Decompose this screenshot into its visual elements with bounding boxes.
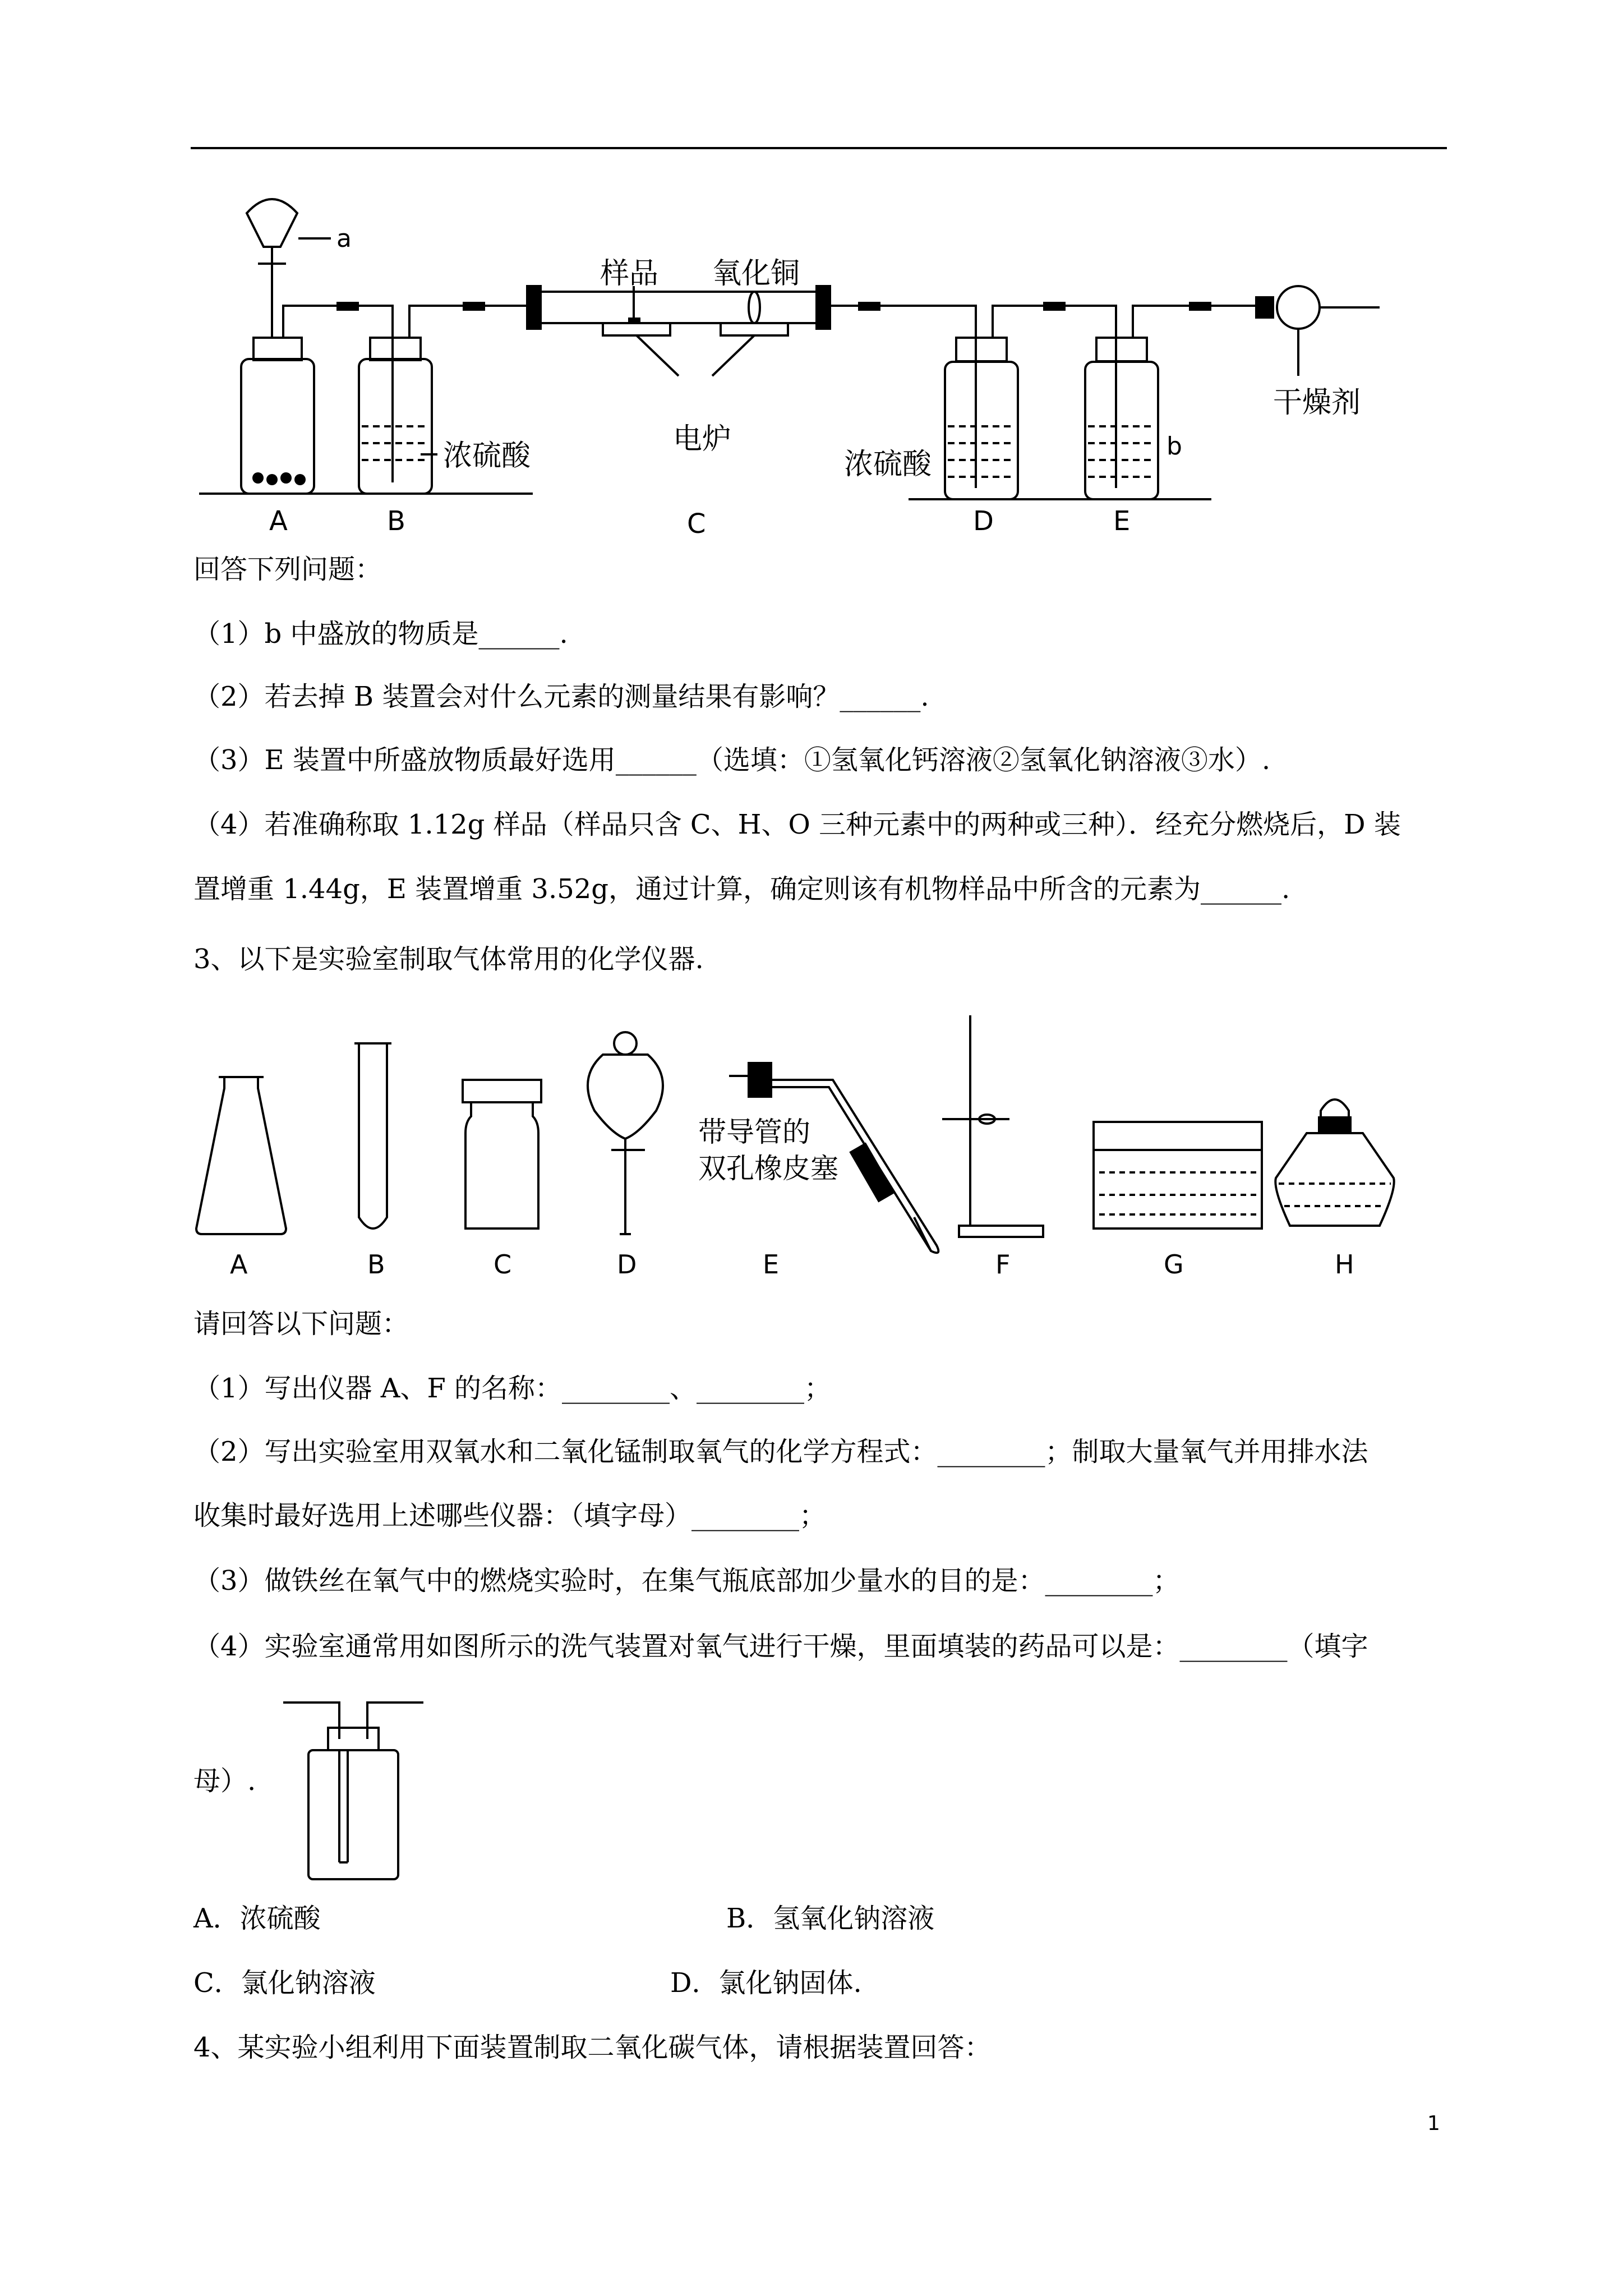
q3-intro: 请回答以下问题： [193, 1308, 409, 1340]
instrument-label-e: E [763, 1249, 780, 1280]
label-sample: 样品 [600, 257, 659, 291]
q2-line-3: （3）E 装置中所盛放物质最好选用______（选填：①氢氧化钙溶液②氢氧化钠溶液③水）. [193, 744, 1271, 776]
q2-line-5: 置增重 1.44g，E 装置增重 3.52g，通过计算，确定则该有机物样品中所含的元素为______. [193, 873, 1290, 905]
q3-line-4: （3）做铁丝在氧气中的燃烧实验时，在集气瓶底部加少量水的目的是：________； [193, 1565, 1180, 1596]
instrument-label-d: D [617, 1249, 637, 1280]
device-label-e: E [1113, 505, 1131, 537]
device-label-a: A [269, 505, 288, 537]
page-number: 1 [1427, 2112, 1440, 2135]
instrument-label-a: A [230, 1249, 248, 1280]
device-label-d: D [973, 505, 994, 537]
q2-line-1: （1）b 中盛放的物质是______. [193, 618, 568, 650]
instrument-label-f: F [995, 1249, 1011, 1280]
q2-intro: 回答下列问题： [193, 554, 382, 585]
label-desiccant: 干燥剂 [1273, 386, 1361, 420]
q2-line-2: （2）若去掉 B 装置会对什么元素的测量结果有影响？______. [193, 681, 929, 712]
label-h2so4-d: 浓硫酸 [844, 448, 932, 481]
q3-line-3: 收集时最好选用上述哪些仪器：（填字母）________； [193, 1500, 827, 1531]
gas-washing-bottle-figure [280, 1694, 426, 1885]
q3-line-5: （4）实验室通常用如图所示的洗气装置对氧气进行干燥，里面填装的药品可以是：________（填字 [193, 1631, 1368, 1662]
instrument-label-b: B [367, 1249, 385, 1280]
instrument-label-g: G [1164, 1249, 1184, 1280]
label-b: b [1166, 432, 1182, 461]
instrument-label-h: H [1335, 1249, 1354, 1280]
q3-option-b: B．氢氧化钠溶液 [726, 1903, 935, 1934]
instrument-label-c: C [494, 1249, 512, 1280]
q3-option-a: A．浓硫酸 [193, 1903, 321, 1934]
q3-option-d: D．氯化钠固体. [670, 1967, 862, 1999]
apparatus-figure [191, 191, 1402, 550]
device-label-b: B [387, 505, 405, 537]
label-h2so4-b: 浓硫酸 [443, 439, 531, 473]
q2-line-4: （4）若准确称取 1.12g 样品（样品只含 C、H、O 三种元素中的两种或三种）．经充分燃烧后，D 装 [193, 809, 1401, 840]
header-rule [191, 147, 1447, 149]
q3-line-2: （2）写出实验室用双氧水和二氧化锰制取氧气的化学方程式：________；制取大量氧气并用排水法 [193, 1436, 1368, 1467]
label-cuo: 氧化铜 [712, 257, 800, 291]
q3-line-1: （1）写出仪器 A、F 的名称：________、________； [193, 1373, 832, 1404]
q3-line-6: 母）. [193, 1765, 256, 1797]
label-furnace: 电炉 [673, 422, 732, 456]
label-a: a [336, 224, 352, 253]
device-label-c: C [687, 508, 706, 540]
q3-option-c: C．氯化钠溶液 [193, 1967, 376, 1999]
q3-title: 3、以下是实验室制取气体常用的化学仪器. [193, 944, 704, 975]
instruments-figure [191, 1004, 1424, 1285]
stopper-label-line2: 双孔橡皮塞 [698, 1152, 838, 1185]
q4-title: 4、某实验小组利用下面装置制取二氧化碳气体，请根据装置回答： [193, 2032, 992, 2063]
stopper-label-line1: 带导管的 [698, 1116, 810, 1148]
